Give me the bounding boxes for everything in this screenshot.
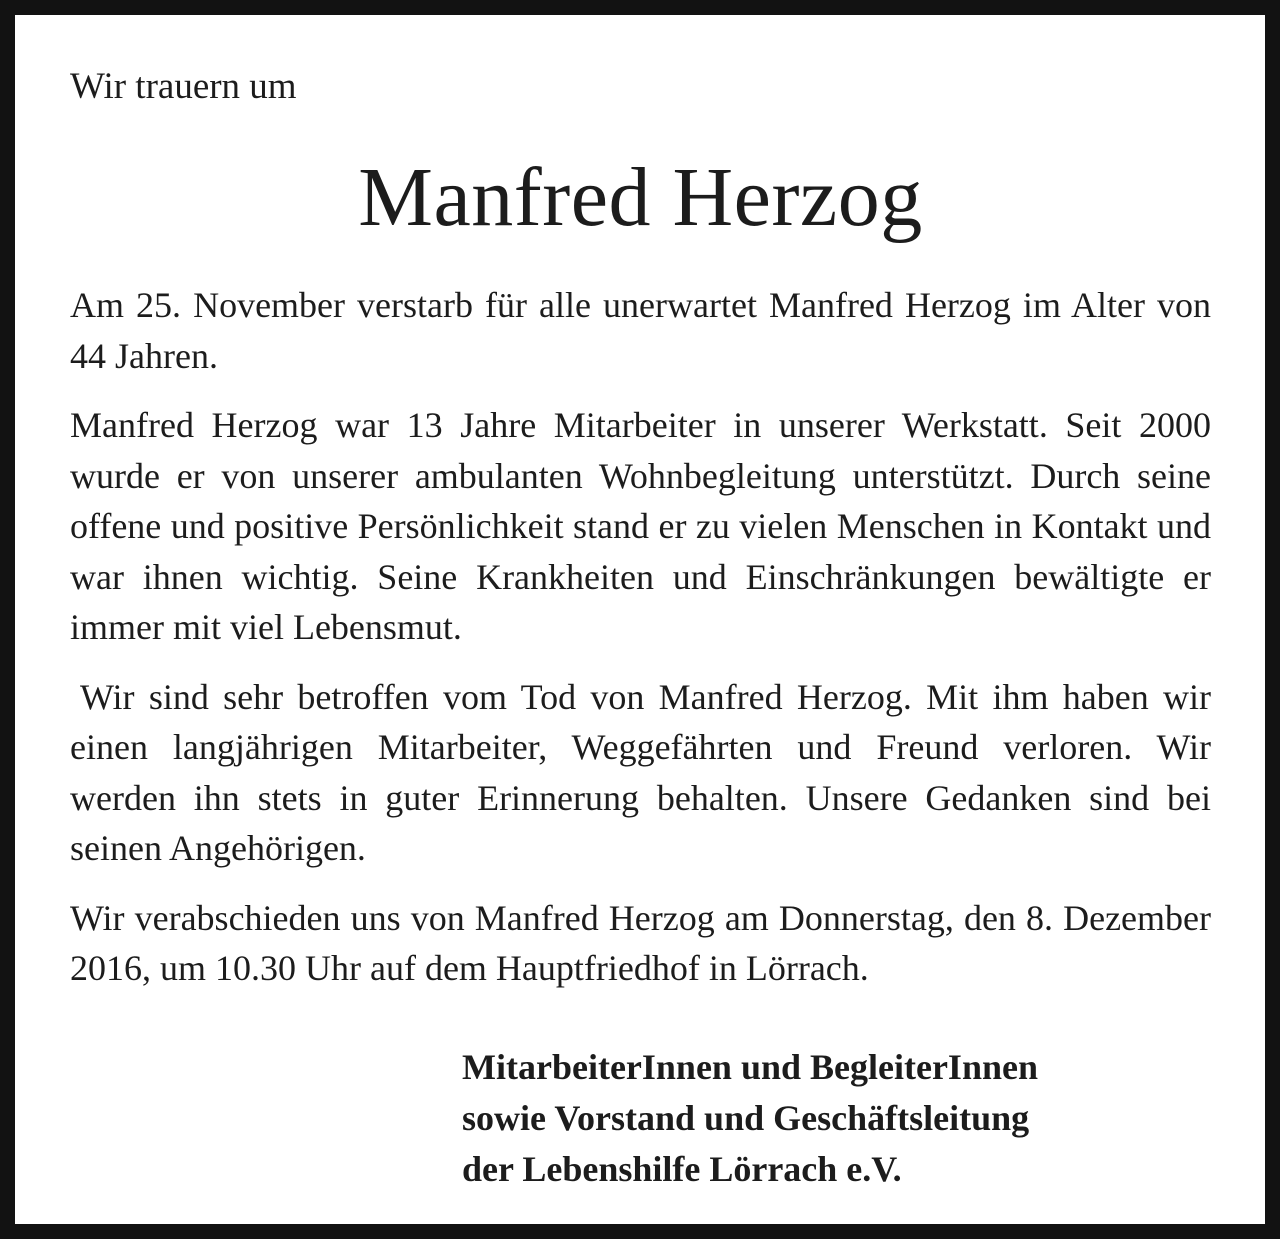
paragraph-funeral-details: Wir verabschieden uns von Manfred Herzog am Donnerstag, den 8. Dezember 2016, um 10.30 Uhr auf dem Hauptfriedhof in Lörrach.: [70, 897, 1211, 988]
signature-block: [462, 1042, 1038, 1195]
paragraph-death-announcement: Am 25. November verstarb für alle unerwartet Manfred Herzog im Alter von 44 Jahren.: [70, 285, 1211, 376]
signature-line: MitarbeiterInnen und BegleiterInnen: [462, 1047, 1038, 1087]
signature-line: sowie Vorstand und Geschäftsleitung: [462, 1098, 1030, 1138]
paragraph-condolence: Wir sind sehr betroffen vom Tod von Manfred Herzog. Mit ihm haben wir einen langjährigen Mitarbeiter, Weggefährten und Freund verloren. Wir werden ihn stets in guter Erinnerung behalten. Unsere Gedanken sind bei seinen Angehörigen.: [70, 676, 1211, 868]
signature-line: der Lebenshilfe Lörrach e.V.: [462, 1149, 902, 1189]
paragraph-biography: Manfred Herzog war 13 Jahre Mitarbeiter in unserer Werkstatt. Seit 2000 wurde er von unserer ambulanten Wohnbegleitung unterstützt. Durch seine offene und positive Persönlichkeit stand er zu vielen Menschen in Kontakt und war ihnen wichtig. Seine Krankheiten und Einschränkungen bewältigte er immer mit viel Lebensmut.: [70, 405, 1211, 647]
intro-text: Wir trauern um: [70, 66, 297, 107]
obituary-notice: [70, 64, 1211, 1013]
deceased-name: Manfred Herzog: [358, 151, 923, 244]
